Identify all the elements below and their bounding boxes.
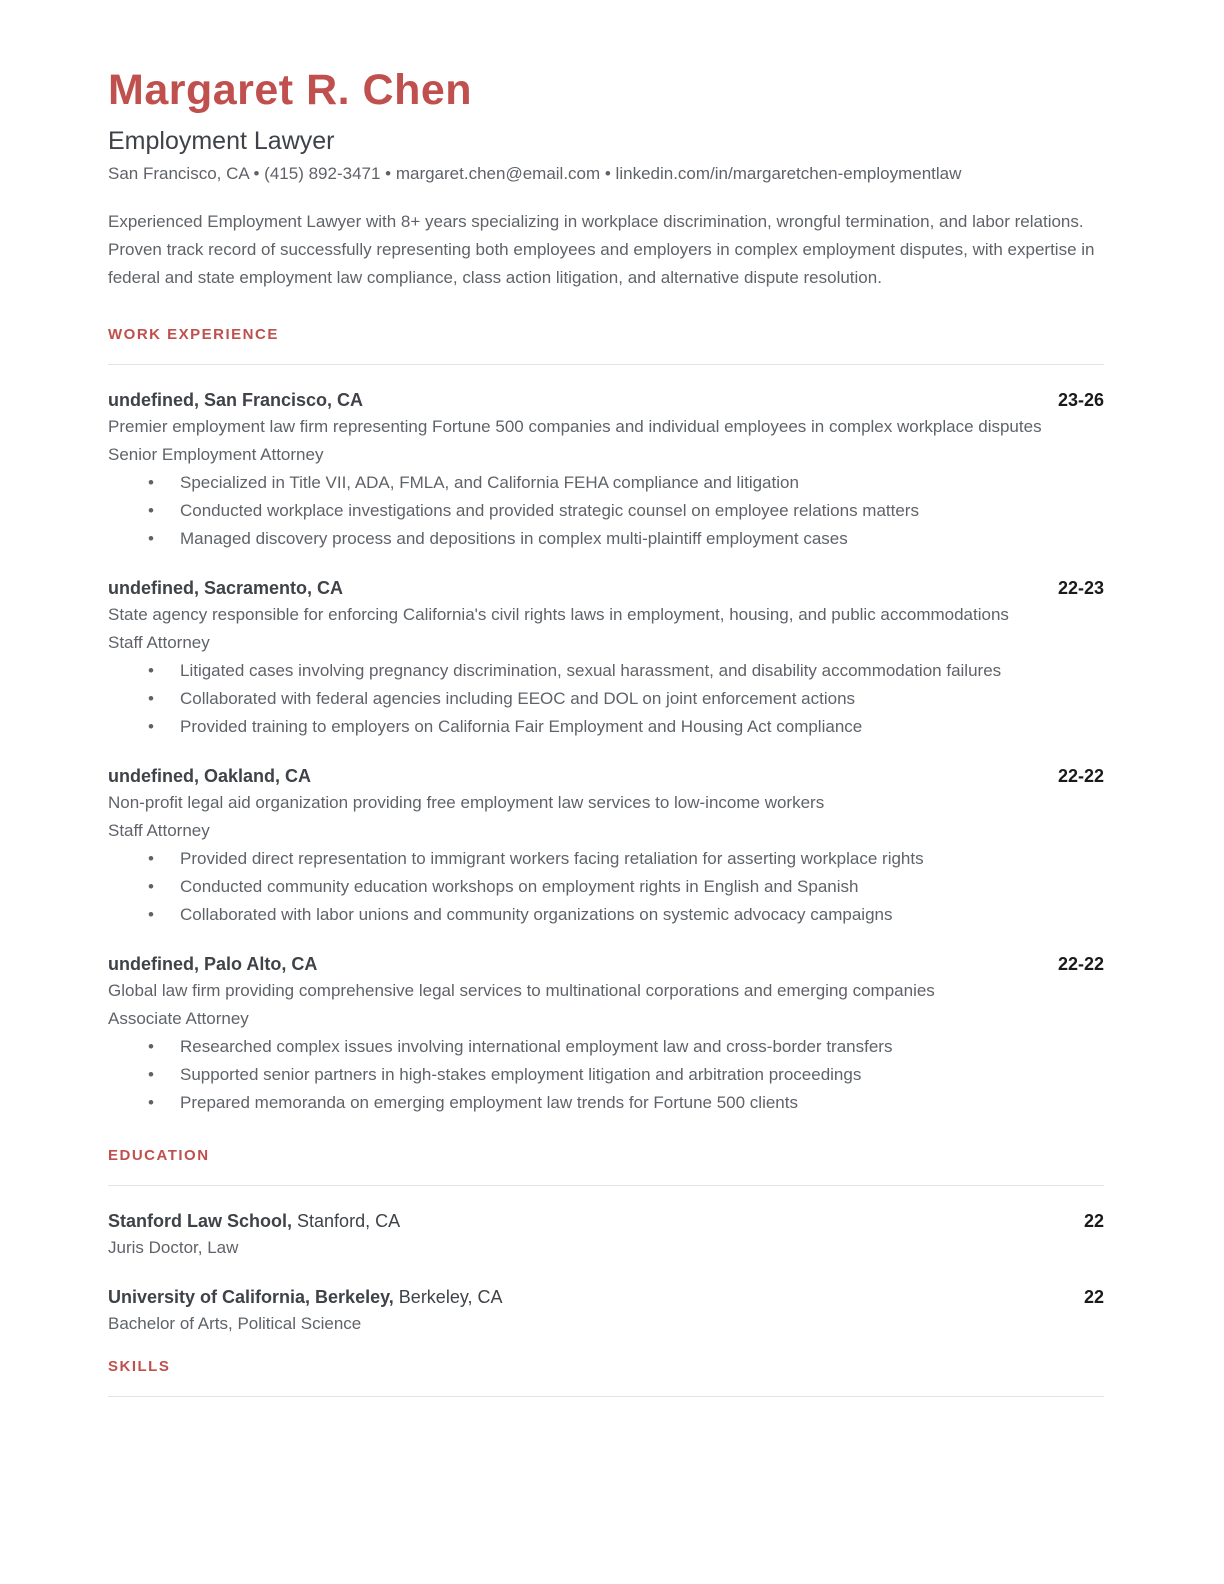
job-bullet: • Researched complex issues involving international employment law and cross-border transfers [108, 1033, 1104, 1061]
job-entry [108, 763, 1104, 929]
job-bullet-list [108, 845, 1104, 929]
job-header-row [108, 387, 1104, 413]
job-bullet: • Collaborated with labor unions and community organizations on systemic advocacy campaigns [108, 901, 1104, 929]
job-bullet: • Collaborated with federal agencies including EEOC and DOL on joint enforcement actions [108, 685, 1104, 713]
job-bullet: • Provided direct representation to immigrant workers facing retaliation for asserting workplace rights [108, 845, 1104, 873]
job-role: Staff Attorney [108, 821, 210, 840]
job-dates: 22-23 [1057, 578, 1104, 598]
job-bullet-list [108, 657, 1104, 741]
job-description: State agency responsible for enforcing California's civil rights laws in employment, housing, and public accommodations [108, 605, 1009, 624]
education-entry [108, 1284, 1104, 1338]
job-employer-location: undefined, Sacramento, CA [108, 578, 344, 598]
professional-summary: Experienced Employment Lawyer with 8+ years specializing in workplace discrimination, wrongful termination, and labor relations. Proven track record of successfully representing both employees and employers in complex employment disputes, with expertise in federal and state employment law compliance, class action litigation, and alternative dispute resolution. [108, 212, 1095, 287]
job-bullet: • Provided training to employers on California Fair Employment and Housing Act compliance [108, 713, 1104, 741]
job-description: Global law firm providing comprehensive legal services to multinational corporations and emerging companies [108, 981, 935, 1000]
job-bullet: • Conducted community education workshops on employment rights in English and Spanish [108, 873, 1104, 901]
school-location [108, 1284, 503, 1310]
work-experience-heading: WORK EXPERIENCE [108, 326, 279, 343]
education-header-row [108, 1284, 1104, 1310]
job-role: Associate Attorney [108, 1009, 249, 1028]
job-description: Non-profit legal aid organization providing free employment law services to low-income workers [108, 793, 825, 812]
section-divider [108, 1185, 1104, 1186]
job-bullet: • Managed discovery process and depositions in complex multi-plaintiff employment cases [108, 525, 1104, 553]
person-name: Margaret R. Chen [108, 66, 473, 114]
education-dates: 22 [1083, 1211, 1104, 1231]
job-role: Staff Attorney [108, 633, 210, 652]
job-description: Premier employment law firm representing Fortune 500 companies and individual employees in complex workplace disputes [108, 417, 1042, 436]
skills-section [108, 1358, 1104, 1397]
school-city: Berkeley, CA [398, 1287, 503, 1307]
job-header-row [108, 951, 1104, 977]
job-header-row [108, 575, 1104, 601]
job-bullet-list [108, 469, 1104, 553]
education-section [108, 1147, 1104, 1338]
degree: Bachelor of Arts, Political Science [108, 1314, 362, 1333]
job-bullet: • Conducted workplace investigations and provided strategic counsel on employee relations matters [108, 497, 1104, 525]
education-heading: EDUCATION [108, 1147, 210, 1164]
job-header-row [108, 763, 1104, 789]
contact-line: San Francisco, CA • (415) 892-3471 • margaret.chen@email.com • linkedin.com/in/margaretchen-employmentlaw [108, 164, 962, 183]
education-dates: 22 [1083, 1287, 1104, 1307]
section-divider [108, 364, 1104, 365]
job-bullet: • Specialized in Title VII, ADA, FMLA, and California FEHA compliance and litigation [108, 469, 1104, 497]
job-employer-location: undefined, San Francisco, CA [108, 390, 364, 410]
education-header-row [108, 1208, 1104, 1234]
job-entry [108, 387, 1104, 553]
school-location [108, 1208, 400, 1234]
job-employer-location: undefined, Palo Alto, CA [108, 954, 318, 974]
resume-header [108, 66, 1104, 186]
person-role-title: Employment Lawyer [108, 127, 335, 155]
degree: Juris Doctor, Law [108, 1238, 239, 1257]
job-entry [108, 951, 1104, 1117]
job-dates: 22-22 [1057, 954, 1104, 974]
work-experience-section [108, 326, 1104, 1117]
job-employer-location: undefined, Oakland, CA [108, 766, 312, 786]
school-city: Stanford, CA [297, 1211, 401, 1231]
job-bullet-list [108, 1033, 1104, 1117]
job-dates: 22-22 [1057, 766, 1104, 786]
skills-heading: SKILLS [108, 1358, 171, 1375]
job-bullet: • Litigated cases involving pregnancy discrimination, sexual harassment, and disability accommodation failures [108, 657, 1104, 685]
job-entry [108, 575, 1104, 741]
school-name: University of California, Berkeley, [108, 1287, 394, 1307]
job-bullet: • Supported senior partners in high-stakes employment litigation and arbitration proceedings [108, 1061, 1104, 1089]
job-dates: 23-26 [1057, 390, 1104, 410]
job-bullet: • Prepared memoranda on emerging employment law trends for Fortune 500 clients [108, 1089, 1104, 1117]
school-name: Stanford Law School, [108, 1211, 293, 1231]
job-role: Senior Employment Attorney [108, 445, 324, 464]
education-entry [108, 1208, 1104, 1262]
section-divider [108, 1396, 1104, 1397]
